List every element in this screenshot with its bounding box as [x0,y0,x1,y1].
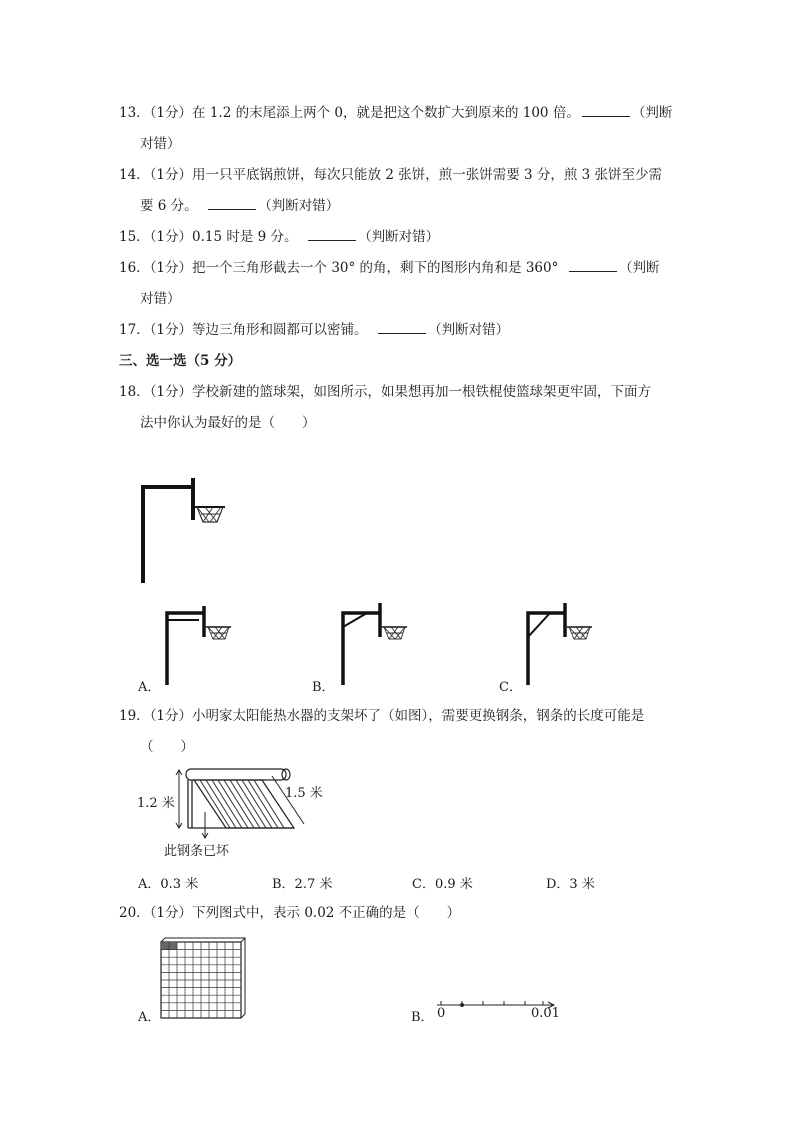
q20-axis-start: 0 [437,1006,446,1021]
q14-line2 [140,197,339,215]
q20-option-b[interactable]: B． [411,1010,434,1025]
q14-text2: 要 6 分。 [140,198,198,214]
q17-answer-blank[interactable] [378,321,426,334]
q13-line2: 对错） [140,136,181,152]
q13-text: 在 1.2 的末尾添上两个 0，就是把这个数扩大到原来的 100 倍。 [192,105,580,121]
q15-tail: （判断对错） [358,229,440,245]
q17-score: （1分） [149,322,193,338]
basketball-hoop-figure [135,478,235,588]
q18-number: 18． [119,384,150,400]
q19-fig-label-broken: 此钢条已坏 [164,844,230,859]
q15-score: （1分） [149,229,193,245]
q18-text: 学校新建的篮球架，如图所示，如果想再加一根铁棍使篮球架更牢固，下面方 [192,384,652,400]
solar-heater-figure [170,766,340,846]
q20-option-a[interactable]: A． [138,1010,161,1025]
q19-text: 小明家太阳能热水器的支架坏了（如图），需要更换钢条，钢条的长度可能是 [192,708,645,724]
q16-text: 把一个三角形截去一个 30° 的角，剩下的图形内角和是 360° [192,260,559,276]
q19-option-d[interactable]: D．3 米 [546,877,595,892]
q18-score: （1分） [149,384,193,400]
q19-option-b[interactable]: B．2.7 米 [272,877,333,892]
q13-tail: （判断 [631,105,673,121]
q16-tail: （判断 [618,260,660,276]
q14-tail: （判断对错） [258,198,340,214]
q14-answer-blank[interactable] [208,197,256,210]
q20-text: 下列图式中，表示 0.02 不正确的是（ ） [192,905,461,921]
q15-answer-blank[interactable] [308,228,356,241]
question-14 [119,166,662,184]
q20-score: （1分） [149,905,193,921]
q19-score: （1分） [149,708,193,724]
q18-option-c-figure [524,603,604,686]
q17-tail: （判断对错） [428,322,510,338]
q14-number: 14． [119,167,150,183]
question-19 [119,707,644,725]
q14-score: （1分） [149,167,193,183]
q13-number: 13． [119,105,150,121]
q19-fig-label-height: 1.2 米 [137,796,175,811]
q13-answer-blank[interactable] [582,104,630,117]
q19-line2: （ ） [140,739,194,755]
q19-option-a[interactable]: A．0.3 米 [138,877,199,892]
q20-axis-end: 0.01 [531,1006,560,1021]
q16-answer-blank[interactable] [569,259,617,272]
q18-option-a[interactable]: A． [138,680,161,695]
q16-score: （1分） [149,260,193,276]
q15-number: 15． [119,229,150,245]
q15-text: 0.15 时是 9 分。 [192,229,298,245]
question-20 [119,904,460,922]
section-3-heading: 三、选一选（5 分） [119,353,242,369]
q17-text: 等边三角形和圆都可以密铺。 [192,322,368,338]
q18-option-b[interactable]: B． [312,680,335,695]
question-13 [119,104,672,122]
question-17 [119,321,509,339]
q17-number: 17． [119,322,150,338]
q19-fig-label-slant: 1.5 米 [285,786,323,801]
question-18 [119,383,651,401]
q20-number: 20． [119,905,150,921]
q18-line2: 法中你认为最好的是（ ） [140,415,316,431]
question-16 [119,259,659,277]
q13-score: （1分） [149,105,193,121]
q19-number: 19． [119,708,150,724]
q18-option-a-figure [163,606,243,686]
q18-option-c[interactable]: C． [499,680,522,695]
q16-number: 16． [119,260,150,276]
q19-option-c[interactable]: C．0.9 米 [412,877,473,892]
q14-text: 用一只平底锅煎饼，每次只能放 2 张饼，煎一张饼需要 3 分，煎 3 张饼至少需 [192,167,663,183]
q18-option-b-figure [339,603,419,686]
question-15 [119,228,439,246]
q16-line2: 对错） [140,291,181,307]
q20-option-a-grid [161,938,247,1020]
